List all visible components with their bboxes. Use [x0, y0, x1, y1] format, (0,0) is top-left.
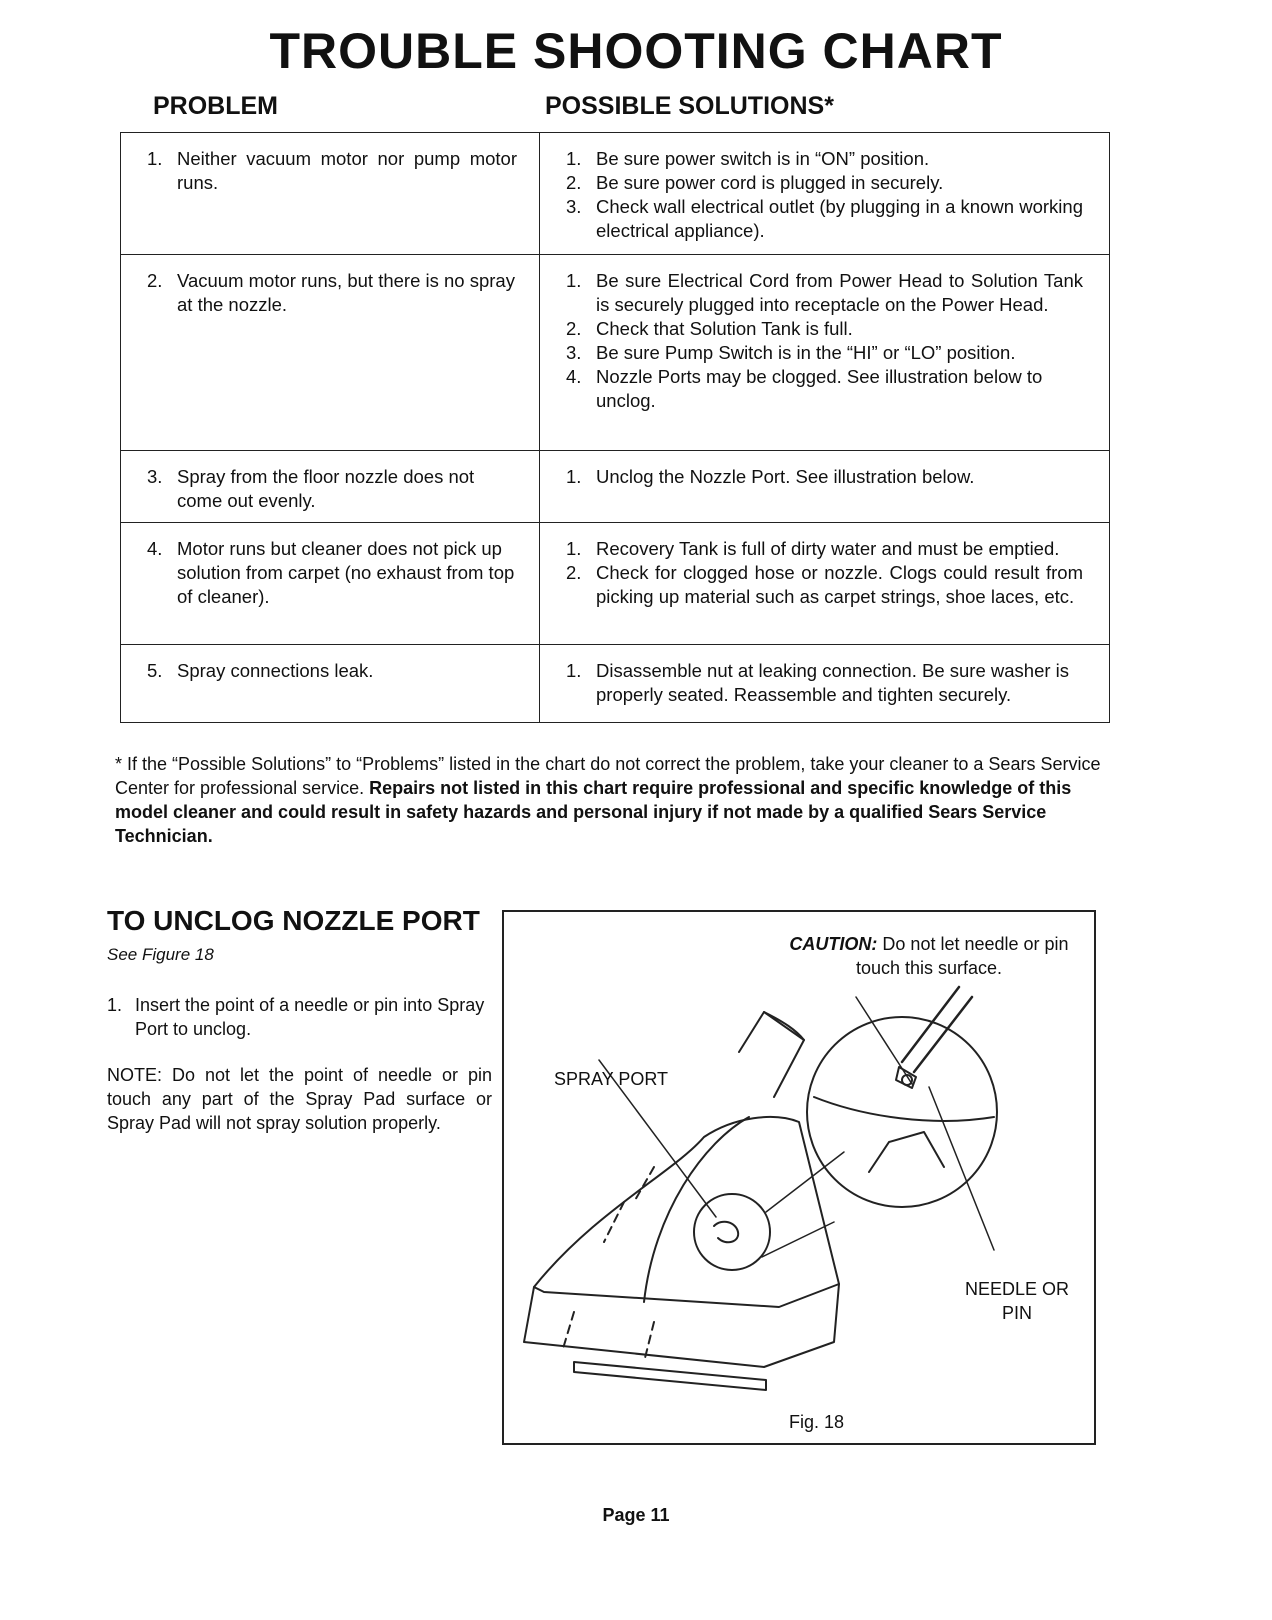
step-number: 1.	[107, 995, 123, 1015]
footnote-warning: Repairs not listed in this chart require professional and specific knowledge of this model cleaner and could result in safety hazards and personal injury if not made by a qualified Sears Service Technician.	[115, 778, 1072, 846]
solution-number: 3.	[566, 196, 582, 217]
troubleshooting-table	[120, 132, 1110, 723]
problem-text: Neither vacuum motor nor pump motor runs.	[177, 148, 517, 193]
problem-cell	[121, 645, 540, 723]
solution-text: Be sure power switch is in “ON” position.	[596, 148, 930, 169]
solution-text: Recovery Tank is full of dirty water and must be emptied.	[596, 538, 1060, 559]
problem-number: 4.	[147, 538, 163, 559]
nozzle-illustration	[504, 912, 1098, 1447]
unclog-section-title: TO UNCLOG NOZZLE PORT	[107, 905, 480, 936]
table-row	[121, 451, 1110, 523]
solution-text: Be sure Electrical Cord from Power Head to Solution Tank is securely plugged into receptacle on the Power Head.	[596, 270, 1083, 315]
problem-text: Spray from the floor nozzle does not come out evenly.	[177, 466, 475, 511]
table-row	[121, 523, 1110, 645]
problem-text: Motor runs but cleaner does not pick up solution from carpet (no exhaust from top of cleaner).	[177, 538, 515, 607]
solution-number: 4.	[566, 366, 582, 387]
unclog-step	[107, 993, 492, 1041]
caution-text: Do not let needle or pin touch this surface.	[855, 934, 1069, 978]
solutions-cell	[540, 451, 1110, 523]
spray-port-label: SPRAY PORT	[554, 1069, 669, 1089]
solutions-cell	[540, 133, 1110, 255]
needle-leader	[929, 1087, 994, 1250]
figure-caption: Fig. 18	[789, 1412, 845, 1432]
step-text: Insert the point of a needle or pin into Spray Port to unclog.	[135, 995, 485, 1039]
solution-text: Be sure power cord is plugged in securely.	[596, 172, 944, 193]
solutions-column-header: POSSIBLE SOLUTIONS*	[545, 92, 834, 120]
caution-label: CAUTION:	[789, 934, 878, 954]
problem-cell	[121, 133, 540, 255]
solution-text: Check that Solution Tank is full.	[596, 318, 853, 339]
caution-leader	[856, 997, 912, 1084]
table-row	[121, 255, 1110, 451]
solution-text: Nozzle Ports may be clogged. See illustration below to unclog.	[596, 366, 1043, 411]
solutions-cell	[540, 645, 1110, 723]
problem-text: Spray connections leak.	[177, 660, 374, 681]
problem-number: 1.	[147, 148, 163, 169]
solution-text: Disassemble nut at leaking connection. Be sure washer is properly seated. Reassemble and tighten securely.	[596, 660, 1070, 705]
solution-text: Check wall electrical outlet (by plugging in a known working electrical appliance).	[596, 196, 1083, 241]
solution-number: 2.	[566, 172, 582, 193]
problem-text: Vacuum motor runs, but there is no spray at the nozzle.	[177, 270, 515, 315]
solution-number: 1.	[566, 538, 582, 559]
solution-text: Be sure Pump Switch is in the “HI” or “LO” position.	[596, 342, 1016, 363]
nozzle-base	[524, 1284, 839, 1367]
needle-or-pin-label: NEEDLE OR PIN	[964, 1279, 1070, 1323]
see-figure-reference: See Figure 18	[107, 945, 214, 964]
solution-number: 1.	[566, 270, 582, 291]
table-row	[121, 133, 1110, 255]
figure-18	[502, 910, 1096, 1445]
solution-number: 2.	[566, 318, 582, 339]
page-title: TROUBLE SHOOTING CHART	[269, 23, 1003, 79]
problem-cell	[121, 255, 540, 451]
table-row	[121, 645, 1110, 723]
footnote-normal: * If the “Possible Solutions” to “Problems” listed in the chart do not correct the problem, take your cleaner to a Sears Service Center for professional service.	[115, 754, 1101, 798]
problem-number: 3.	[147, 466, 163, 487]
solution-number: 2.	[566, 562, 582, 583]
page-number: Page 11	[602, 1505, 670, 1525]
hose-neck	[739, 1012, 804, 1097]
solutions-cell	[540, 255, 1110, 451]
problem-cell	[121, 451, 540, 523]
solution-number: 1.	[566, 466, 582, 487]
problem-number: 5.	[147, 660, 163, 681]
solution-text: Unclog the Nozzle Port. See illustration below.	[596, 466, 975, 487]
zoom-circle	[807, 1017, 997, 1207]
solutions-cell	[540, 523, 1110, 645]
nozzle-hood	[534, 1117, 839, 1307]
unclog-note: NOTE: Do not let the point of needle or pin touch any part of the Spray Pad surface or Spray Pad will not spray solution properly.	[107, 1065, 492, 1133]
spray-pad	[574, 1362, 766, 1390]
solution-number: 1.	[566, 660, 582, 681]
spray-port-circle	[694, 1194, 770, 1270]
needle-icon	[902, 987, 972, 1072]
solution-text: Check for clogged hose or nozzle. Clogs could result from picking up material such as carpet strings, shoe laces, etc.	[596, 562, 1083, 607]
solution-number: 1.	[566, 148, 582, 169]
problem-column-header: PROBLEM	[153, 92, 278, 120]
footnote	[115, 752, 1110, 848]
solution-number: 3.	[566, 342, 582, 363]
caution-note	[784, 932, 1074, 980]
problem-cell	[121, 523, 540, 645]
problem-number: 2.	[147, 270, 163, 291]
